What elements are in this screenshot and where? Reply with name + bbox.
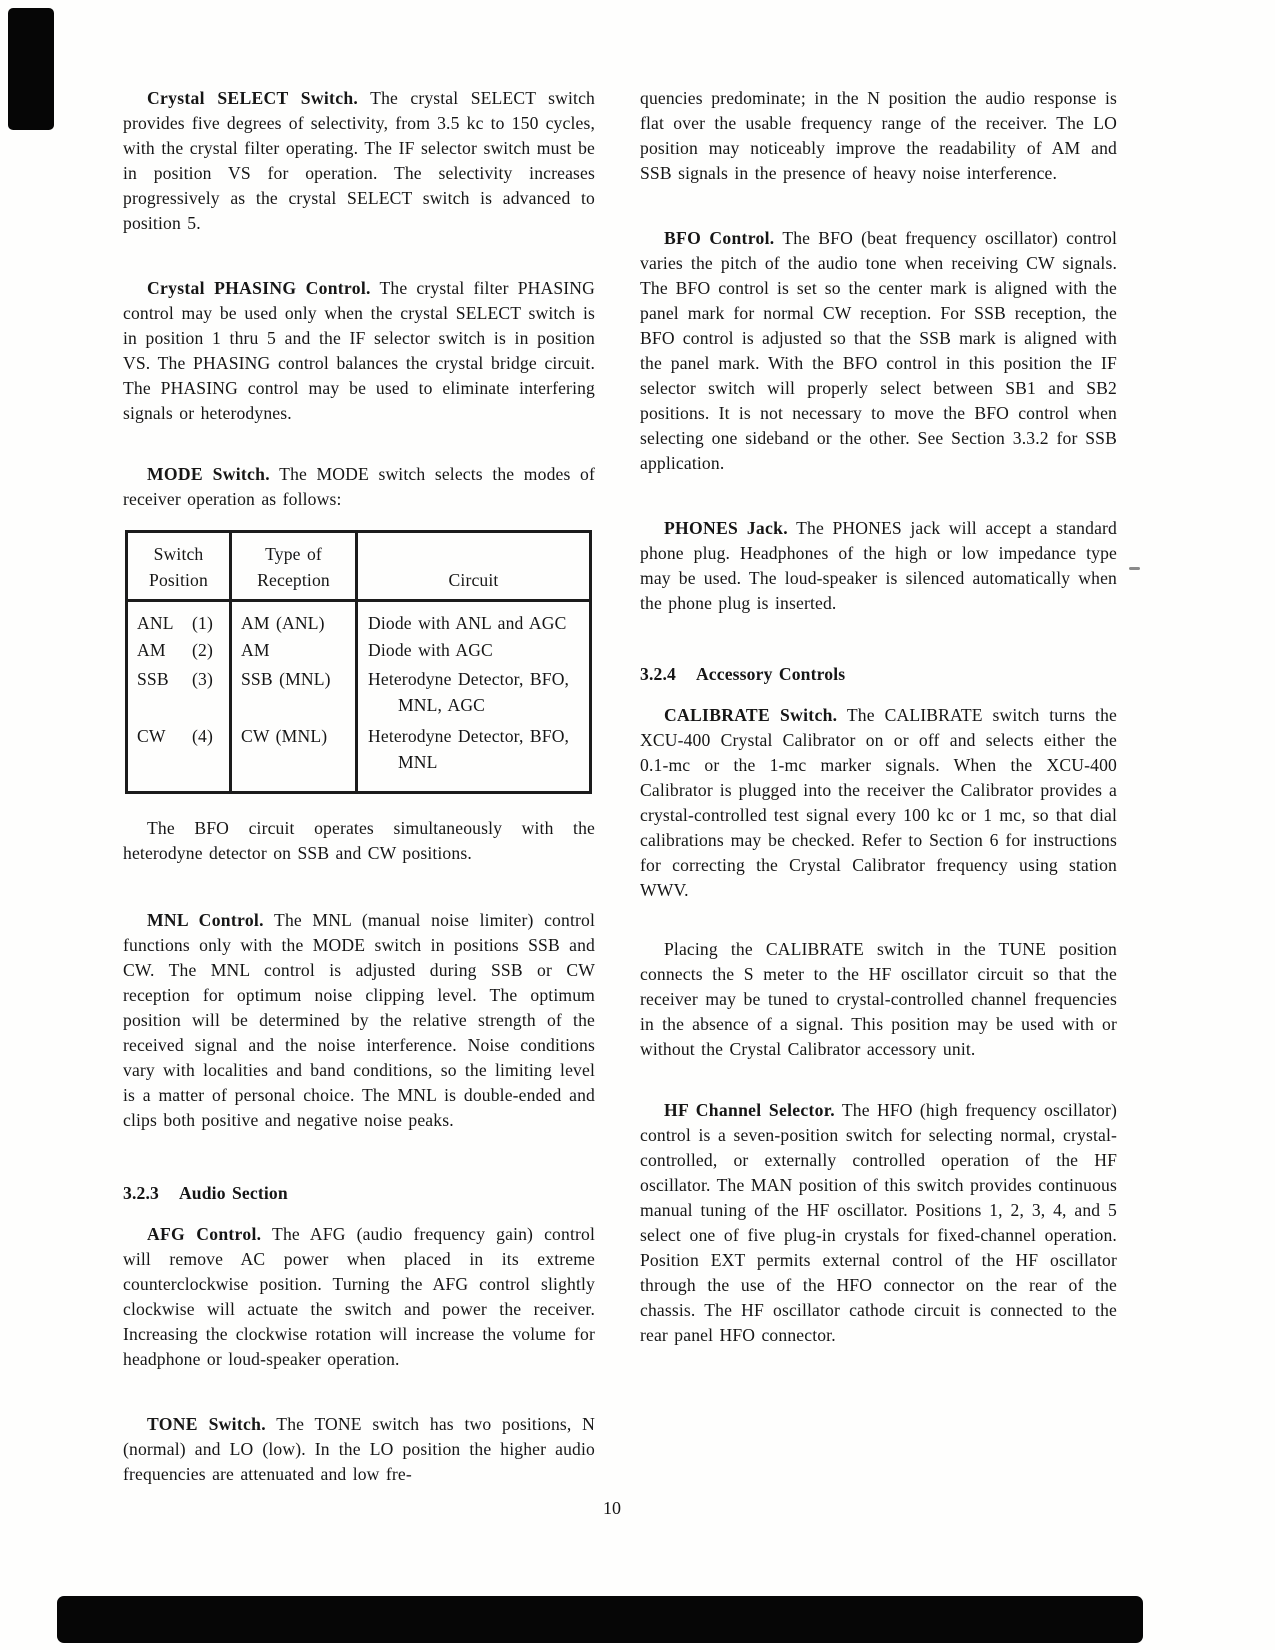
table-cell: AM [241, 640, 270, 660]
paragraph-bfo-control [640, 226, 1117, 476]
table-cell: AM (2) [137, 640, 213, 660]
paragraph-lead: CALIBRATE Switch. [664, 705, 838, 725]
scan-artifact-top-left [8, 8, 54, 130]
table-cell: Diode with AGC [368, 640, 493, 660]
table-cell: CW (MNL) [241, 726, 328, 746]
table-cell: CW (4) [137, 726, 213, 746]
paragraph-lead: Crystal SELECT Switch. [147, 88, 359, 108]
paragraph-text: The BFO (beat frequency oscillator) control varies the pitch of the audio tone when receiving CW signals. The BFO control is set so the center mark is aligned with the panel mark for normal CW reception. For SSB reception, the BFO control is adjusted so that the SSB mark is aligned with the panel mark. With the BFO control in this position the IF selector switch will properly select between SB1 and SB2 positions. It is not necessary to move the BFO control when selecting one sideband or the other. See Section 3.3.2 for SSB application. [640, 228, 1118, 473]
mode-switch-table [125, 530, 592, 794]
paragraph-text: Placing the CALIBRATE switch in the TUNE position connects the S meter to the HF oscillator circuit so that the receiver may be tuned to crystal-controlled channel frequencies in the absence of a signal. This position may be used with or without the Crystal Calibrator accessory unit. [640, 939, 1117, 1059]
header-line: Reception [257, 570, 330, 590]
paragraph-phones-jack [640, 516, 1117, 616]
header-line: Position [149, 570, 208, 590]
paragraph-lead: Crystal PHASING Control. [147, 278, 371, 298]
header-line: Switch [153, 544, 204, 564]
header-line: Type of [265, 544, 322, 564]
table-header-switch-position [128, 533, 232, 599]
scan-stray-mark [1129, 567, 1140, 570]
section-heading-audio-section: 3.2.3 Audio Section [123, 1183, 288, 1203]
paragraph-text: The CALIBRATE switch turns the XCU-400 Crystal Calibrator on or off and selects either the 0.1-mc or the 1-mc marker signals. When the XCU-400 Calibrator is plugged into the receiver the Calibrator provides a crystal-controlled test signal every 100 kc or 1 mc, so that dial calibrations may be checked. Refer to Section 6 for instructions for correcting the Crystal Calibrator frequency using station WWV. [640, 705, 1117, 900]
scan-artifact-bottom-bar [57, 1596, 1143, 1643]
paragraph-lead: AFG Control. [147, 1224, 262, 1244]
page-number: 10 [603, 1498, 621, 1518]
paragraph-crystal-select-switch [123, 86, 595, 236]
paragraph-text: The crystal filter PHASING control may be used only when the crystal SELECT switch is in position 1 thru 5 and the IF selector switch is in position VS. The PHASING control balances the crystal bridge circuit. The PHASING control may be used to eliminate interfering signals or heterodynes. [123, 278, 595, 423]
right-column [640, 86, 1117, 1348]
paragraph-text: The AFG (audio frequency gain) control will remove AC power when placed in its extreme counterclockwise position. Turning the AFG control slightly clockwise will actuate the switch and power the receiver. Increasing the clockwise rotation will increase the volume for headphone or loud-speaker operation. [123, 1224, 595, 1369]
paragraph-text: The HFO (high frequency oscillator) control is a seven-position switch for selecting normal, crystal-controlled, or externally controlled operation of the HF oscillator. The MAN position of this switch provides continuous manual tuning of the HF oscillator. Positions 1, 2, 3, 4, and 5 select one of five plug-in crystals for fixed-channel operation. Position EXT permits external control of the HF oscillator through the use of the HFO connector on the rear of the chassis. The HF oscillator cathode circuit is connected to the rear panel HFO connector. [640, 1100, 1118, 1345]
table-cell: SSB (MNL) [241, 669, 331, 689]
table-body [128, 602, 589, 791]
paragraph-mode-switch [123, 462, 595, 512]
paragraph-text: The MNL (manual noise limiter) control functions only with the MODE switch in positions SSB and CW. The MNL control is adjusted during SSB or CW reception for optimum noise clipping level. The optimum position will be determined by the relative strength of the received signal and the noise interference. Noise conditions vary with localities and band conditions, so the limiting level is a matter of personal choice. The MNL is double-ended and clips both positive and negative noise peaks. [123, 910, 595, 1130]
paragraph-lead: TONE Switch. [147, 1414, 266, 1434]
table-header-circuit [358, 533, 589, 599]
paragraph-tone-switch-continued [640, 86, 1117, 186]
paragraph-tone-switch [123, 1412, 595, 1487]
table-cell: Heterodyne Detector, BFO, MNL [368, 726, 570, 772]
table-header-type-of-reception [232, 533, 358, 599]
header-line: Circuit [448, 570, 499, 590]
paragraph-text: The TONE switch has two positions, N (normal) and LO (low). In the LO position the higher audio frequencies are attenuated and low fre- [123, 1414, 595, 1484]
paragraph-lead: MODE Switch. [147, 464, 270, 484]
paragraph-bfo-circuit-note [123, 816, 595, 866]
left-column [123, 86, 595, 1487]
table-cell: AM (ANL) [241, 613, 325, 633]
paragraph-calibrate-tune-position [640, 937, 1117, 1062]
paragraph-calibrate-switch [640, 703, 1117, 903]
table-header-row [128, 533, 589, 602]
paragraph-mnl-control [123, 908, 595, 1133]
paragraph-text: The PHONES jack will accept a standard phone plug. Headphones of the high or low impedance type may be used. The loud-speaker is silenced automatically when the phone plug is inserted. [640, 518, 1117, 613]
paragraph-lead: PHONES Jack. [664, 518, 788, 538]
header-spacer [360, 541, 587, 567]
section-heading-accessory-controls: 3.2.4 Accessory Controls [640, 664, 846, 684]
table-cell: SSB (3) [137, 669, 213, 689]
table-cell: Heterodyne Detector, BFO, MNL, AGC [368, 669, 570, 715]
paragraph-text: The BFO circuit operates simultaneously with the heterodyne detector on SSB and CW positions. [123, 818, 595, 863]
paragraph-afg-control [123, 1222, 595, 1372]
paragraph-text: The MODE switch selects the modes of receiver operation as follows: [123, 464, 595, 509]
paragraph-crystal-phasing-control [123, 276, 595, 426]
table-column-circuit [358, 602, 589, 791]
table-cell: ANL (1) [137, 613, 213, 633]
paragraph-hf-channel-selector [640, 1098, 1117, 1348]
table-column-type-of-reception [232, 602, 358, 791]
paragraph-text: The crystal SELECT switch provides five degrees of selectivity, from 3.5 kc to 150 cycles, with the crystal filter operating. The IF selector switch must be in position VS for operation. The selectivity increases progressively as the crystal SELECT switch is advanced to position 5. [123, 88, 595, 233]
paragraph-lead: MNL Control. [147, 910, 264, 930]
paragraph-lead: HF Channel Selector. [664, 1100, 835, 1120]
table-cell: Diode with ANL and AGC [368, 613, 567, 633]
paragraph-text: quencies predominate; in the N position the audio response is flat over the usable frequency range of the receiver. The LO position may noticeably improve the readability of AM and SSB signals in the presence of heavy noise interference. [640, 88, 1117, 183]
paragraph-lead: BFO Control. [664, 228, 775, 248]
table-column-switch-position [128, 602, 232, 791]
